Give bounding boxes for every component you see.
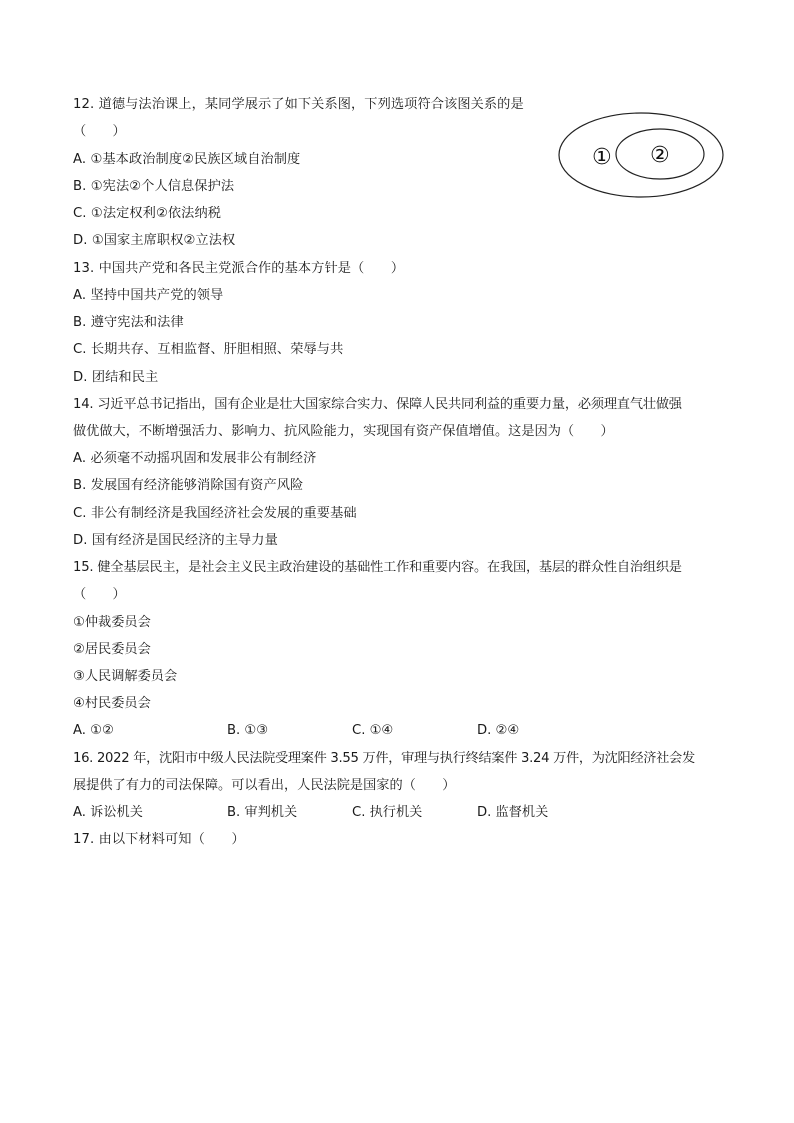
q16-option-c: C. 执行机关 [352,805,423,820]
q17-stem: 17. 由以下材料可知（ ） [73,832,245,847]
q14-stem-line2: 做优做大，不断增强活力、影响力、抗风险能力，实现国有资产保值增值。这是因为（ ） [73,424,614,439]
q14-option-a: A. 必须毫不动摇巩固和发展非公有制经济 [73,451,317,466]
q13-option-a: A. 坚持中国共产党的领导 [73,288,224,303]
q15-paren: （ ） [73,587,126,602]
q14-option-c: C. 非公有制经济是我国经济社会发展的重要基础 [73,506,357,521]
q14-option-b: B. 发展国有经济能够消除国有资产风险 [73,478,304,493]
q16-option-b: B. 审判机关 [227,805,298,820]
q13-option-c: C. 长期共存、互相监督、肝胆相照、荣辱与共 [73,342,344,357]
inner-label: ② [650,143,670,168]
q13-stem: 13. 中国共产党和各民主党派合作的基本方针是（ ） [73,261,405,276]
q12-option-d: D. ①国家主席职权②立法权 [73,233,236,248]
q15-option-b: B. ①③ [227,723,269,738]
q15-item-2: ②居民委员会 [73,642,151,657]
q15-stem: 15. 健全基层民主，是社会主义民主政治建设的基础性工作和重要内容。在我国，基层的群众性自治组织是 [73,560,682,575]
q14-option-d: D. 国有经济是国民经济的主导力量 [73,533,278,548]
q12-stem: 12. 道德与法治课上，某同学展示了如下关系图，下列选项符合该图关系的是 [73,97,524,112]
q16-option-d: D. 监督机关 [477,805,549,820]
q15-option-a: A. ①② [73,723,114,738]
q15-item-4: ④村民委员会 [73,696,151,711]
q16-stem-line2: 展提供了有力的司法保障。可以看出，人民法院是国家的（ ） [73,778,456,793]
q14-stem-line1: 14. 习近平总书记指出，国有企业是壮大国家综合实力、保障人民共同利益的重要力量，必须理直气壮做强 [73,397,682,412]
q15-item-1: ①仲裁委员会 [73,615,151,630]
q15-option-d: D. ②④ [477,723,520,738]
q16-stem-line1: 16. 2022 年，沈阳市中级人民法院受理案件 3.55 万件，审理与执行终结案件 3.24 万件，为沈阳经济社会发 [73,751,695,766]
q12-option-c: C. ①法定权利②依法纳税 [73,206,222,221]
q16-option-a: A. 诉讼机关 [73,805,143,820]
q12-option-b: B. ①宪法②个人信息保护法 [73,179,235,194]
q12-paren: （ ） [73,124,126,139]
outer-label: ① [592,145,612,170]
q13-option-d: D. 团结和民主 [73,370,159,385]
q15-item-3: ③人民调解委员会 [73,669,178,684]
q12-option-a: A. ①基本政治制度②民族区域自治制度 [73,152,301,167]
q15-option-c: C. ①④ [352,723,394,738]
outer-ellipse [559,113,723,197]
relationship-diagram [556,110,726,200]
q13-option-b: B. 遵守宪法和法律 [73,315,184,330]
